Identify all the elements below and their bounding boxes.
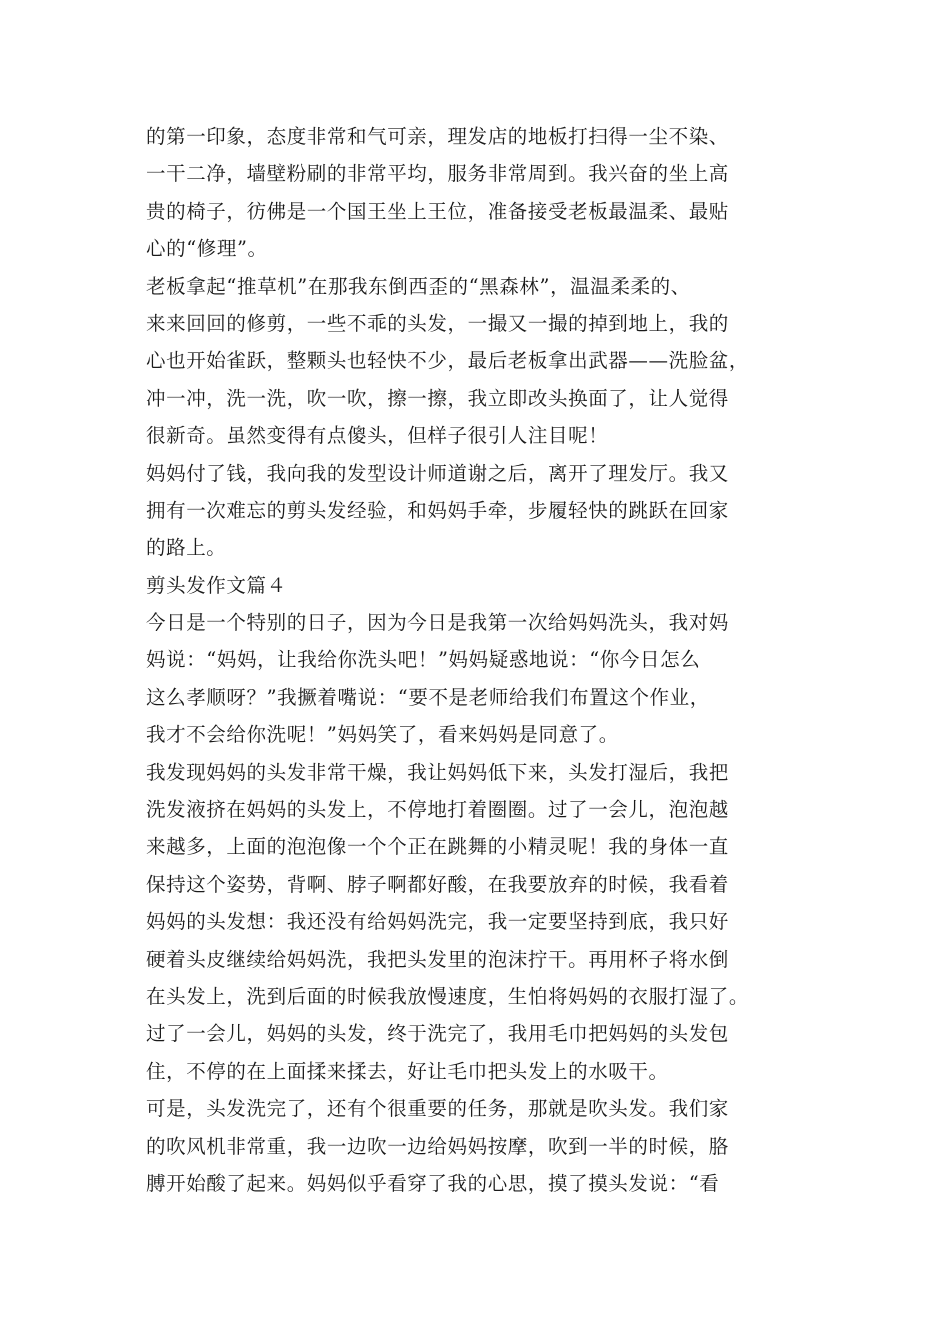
text-line: 的第一印象，态度非常和气可亲，理发店的地板打扫得一尘不染、	[146, 125, 729, 148]
text-line: 拥有一次难忘的剪头发经验，和妈妈手牵，步履轻快的跳跃在回家	[146, 498, 729, 522]
text-line: 很新奇。虽然变得有点傻头，但样子很引人注目呢！	[146, 424, 609, 448]
text-line: 保持这个姿势，背啊、脖子啊都好酸，在我要放弃的时候，我看着	[146, 872, 729, 896]
text-line: 膊开始酸了起来。妈妈似乎看穿了我的心思，摸了摸头发说：“看	[146, 1171, 720, 1195]
text-line: 在头发上，洗到后面的时候我放慢速度，生怕将妈妈的衣服打湿了。	[146, 984, 750, 1008]
text-line: 的路上。	[146, 536, 227, 560]
text-line: 老板拿起“推草机”在那我东倒西歪的“黑森林”，温温柔柔的、	[146, 274, 691, 298]
text-line: 硬着头皮继续给妈妈洗，我把头发里的泡沫拧干。再用杯子将水倒	[146, 947, 729, 971]
section-heading: 剪头发作文篇４	[146, 573, 287, 597]
text-line: 心也开始雀跃，整颗头也轻快不少，最后老板拿出武器——洗脸盆，	[146, 349, 750, 373]
text-line: 我才不会给你洗呢！”妈妈笑了，看来妈妈是同意了。	[146, 723, 619, 747]
text-line: 来越多，上面的泡泡像一个个正在跳舞的小精灵呢！我的身体一直	[146, 835, 729, 859]
text-line: 住，不停的在上面揉来揉去，好让毛巾把头发上的水吸干。	[146, 1059, 669, 1083]
text-line: 妈妈付了钱，我向我的发型设计师道谢之后，离开了理发厅。我又	[146, 461, 729, 485]
text-line: 妈妈的头发想：我还没有给妈妈洗完，我一定要坚持到底，我只好	[146, 910, 729, 934]
text-line: 过了一会儿，妈妈的头发，终于洗完了，我用毛巾把妈妈的头发包	[146, 1022, 729, 1046]
text-line: 来来回回的修剪，一些不乖的头发，一撮又一撮的掉到地上，我的	[146, 311, 729, 335]
text-line: 冲一冲，洗一洗，吹一吹，擦一擦，我立即改头换面了，让人觉得	[146, 386, 729, 410]
text-line: 心的“修理”。	[146, 237, 268, 261]
text-line: 今日是一个特别的日子，因为今日是我第一次给妈妈洗头，我对妈	[146, 611, 729, 635]
text-line: 妈说：“妈妈，让我给你洗头吧！”妈妈疑惑地说：“你今日怎么	[146, 648, 701, 672]
text-line: 可是，头发洗完了，还有个很重要的任务，那就是吹头发。我们家	[146, 1097, 729, 1121]
text-line: 贵的椅子，彷佛是一个国王坐上王位，准备接受老板最温柔、最贴	[146, 199, 729, 223]
text-line: 这么孝顺呀？”我撅着嘴说：“要不是老师给我们布置这个作业，	[146, 685, 710, 709]
text-line: 洗发液挤在妈妈的头发上，不停地打着圈圈。过了一会儿，泡泡越	[146, 798, 729, 822]
text-line: 一干二净，墙壁粉刷的非常平均，服务非常周到。我兴奋的坐上高	[146, 162, 729, 186]
document-body	[146, 118, 826, 1202]
text-line: 的吹风机非常重，我一边吹一边给妈妈按摩，吹到一半的时候，胳	[146, 1134, 729, 1158]
text-line: 我发现妈妈的头发非常干燥，我让妈妈低下来，头发打湿后，我把	[146, 760, 729, 784]
